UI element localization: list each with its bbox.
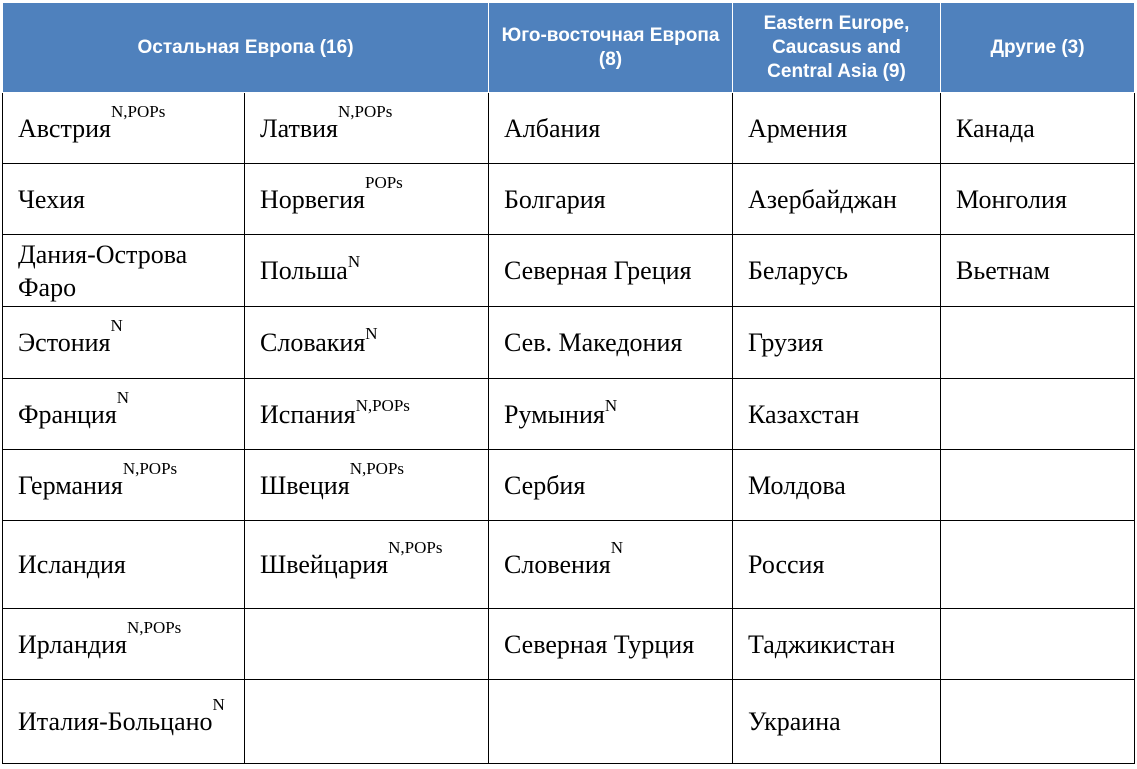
table-row (3, 379, 1135, 450)
cell-rest-of-europe-a (3, 450, 245, 521)
country-name: Беларусь (748, 256, 849, 285)
footnote-mark: N,POPs (355, 395, 410, 415)
table-row (3, 93, 1135, 164)
cell-rest-of-europe-b (245, 609, 489, 680)
cell-others (941, 609, 1135, 680)
cell-rest-of-europe-a (3, 609, 245, 680)
cell-eastern-europe (733, 307, 941, 379)
country-name: Словакия (260, 328, 366, 357)
header-row (3, 3, 1135, 93)
footnote-mark: POPs (364, 172, 403, 192)
cell-southeast-europe (489, 235, 733, 307)
country-name: Армения (748, 113, 848, 143)
country-name: Монголия (956, 184, 1067, 214)
country-name: Ирландия (18, 629, 127, 659)
country-name: Таджикистан (748, 629, 896, 659)
country-name: Вьетнам (956, 256, 1051, 285)
cell-southeast-europe (489, 680, 733, 764)
cell-eastern-europe (733, 235, 941, 307)
cell-rest-of-europe-b (245, 93, 489, 164)
cell-eastern-europe (733, 450, 941, 521)
cell-rest-of-europe-a (3, 379, 245, 450)
cell-others (941, 93, 1135, 164)
footnote-mark: N (347, 252, 361, 272)
cell-eastern-europe (733, 609, 941, 680)
country-name: Словения (504, 550, 611, 579)
cell-southeast-europe (489, 609, 733, 680)
cell-southeast-europe (489, 379, 733, 450)
cell-eastern-europe (733, 379, 941, 450)
country-name: Сербия (504, 470, 586, 500)
country-name: Канада (956, 113, 1035, 143)
cell-rest-of-europe-a (3, 93, 245, 164)
country-name: Северная Турция (504, 629, 695, 659)
table-row (3, 450, 1135, 521)
table-row (3, 680, 1135, 764)
country-name: Франция (18, 399, 117, 429)
cell-southeast-europe (489, 307, 733, 379)
country-name: Германия (18, 470, 123, 500)
country-name: Исландия (18, 550, 126, 579)
country-name: Украина (748, 707, 841, 736)
footnote-mark: N,POPs (349, 458, 405, 478)
footnote-mark: N,POPs (111, 101, 166, 121)
country-name: Албания (504, 113, 601, 143)
footnote-mark: N (604, 395, 618, 415)
country-name: Сев. Македония (504, 328, 683, 357)
cell-rest-of-europe-b (245, 379, 489, 450)
footnote-mark: N,POPs (338, 101, 393, 121)
footnote-mark: N,POPs (122, 458, 178, 478)
footnote-mark: N (110, 316, 123, 336)
cell-others (941, 379, 1135, 450)
country-name: Болгария (504, 184, 606, 214)
cell-rest-of-europe-b (245, 235, 489, 307)
header-others: Другие (3) (941, 3, 1135, 93)
cell-rest-of-europe-a (3, 680, 245, 764)
country-name: Дания-Острова Фаро (18, 239, 188, 302)
table-row (3, 235, 1135, 307)
cell-eastern-europe (733, 164, 941, 235)
country-name: Норвегия (260, 184, 365, 214)
footnote-mark: N,POPs (388, 538, 443, 558)
country-name: Италия-Больцано (18, 707, 213, 736)
table-row (3, 307, 1135, 379)
country-name: Грузия (748, 328, 824, 357)
cell-southeast-europe (489, 164, 733, 235)
table-row (3, 164, 1135, 235)
cell-eastern-europe (733, 93, 941, 164)
country-name: Казахстан (748, 399, 860, 429)
footnote-mark: N,POPs (126, 617, 182, 637)
cell-rest-of-europe-a (3, 235, 245, 307)
cell-eastern-europe (733, 680, 941, 764)
footnote-mark: N (365, 324, 378, 344)
cell-rest-of-europe-b (245, 450, 489, 521)
cell-rest-of-europe-a (3, 307, 245, 379)
country-name: Швейцария (260, 550, 389, 579)
cell-southeast-europe (489, 93, 733, 164)
cell-rest-of-europe-b (245, 164, 489, 235)
cell-southeast-europe (489, 450, 733, 521)
country-name: Эстония (18, 328, 111, 357)
country-name: Латвия (260, 113, 339, 143)
header-rest-of-europe: Остальная Европа (16) (3, 3, 489, 93)
cell-others (941, 450, 1135, 521)
cell-others (941, 521, 1135, 609)
cell-others (941, 235, 1135, 307)
country-name: Швеция (260, 470, 350, 500)
country-name: Молдова (748, 470, 846, 500)
cell-rest-of-europe-a (3, 521, 245, 609)
country-name: Чехия (18, 184, 85, 214)
country-name: Испания (260, 399, 356, 429)
country-name: Азербайджан (748, 184, 897, 214)
header-southeast-europe: Юго-восточная Европа (8) (489, 3, 733, 93)
cell-rest-of-europe-b (245, 307, 489, 379)
footnote-mark: N (116, 387, 130, 407)
country-name: Россия (748, 550, 825, 579)
cell-eastern-europe (733, 521, 941, 609)
cell-rest-of-europe-a (3, 164, 245, 235)
cell-rest-of-europe-b (245, 680, 489, 764)
footnote-mark: N (212, 695, 225, 715)
table-row (3, 521, 1135, 609)
country-name: Австрия (18, 113, 111, 143)
cell-rest-of-europe-b (245, 521, 489, 609)
footnote-mark: N (610, 538, 624, 558)
country-name: Польша (260, 256, 348, 285)
table-row (3, 609, 1135, 680)
cell-others (941, 164, 1135, 235)
cell-others (941, 307, 1135, 379)
country-groups-table (2, 2, 1135, 764)
cell-others (941, 680, 1135, 764)
header-eastern-europe-caucasus-central-asia: Eastern Europe, Caucasus and Central Asia (9) (733, 3, 941, 93)
cell-southeast-europe (489, 521, 733, 609)
country-name: Северная Греция (504, 256, 692, 285)
country-name: Румыния (504, 399, 605, 429)
